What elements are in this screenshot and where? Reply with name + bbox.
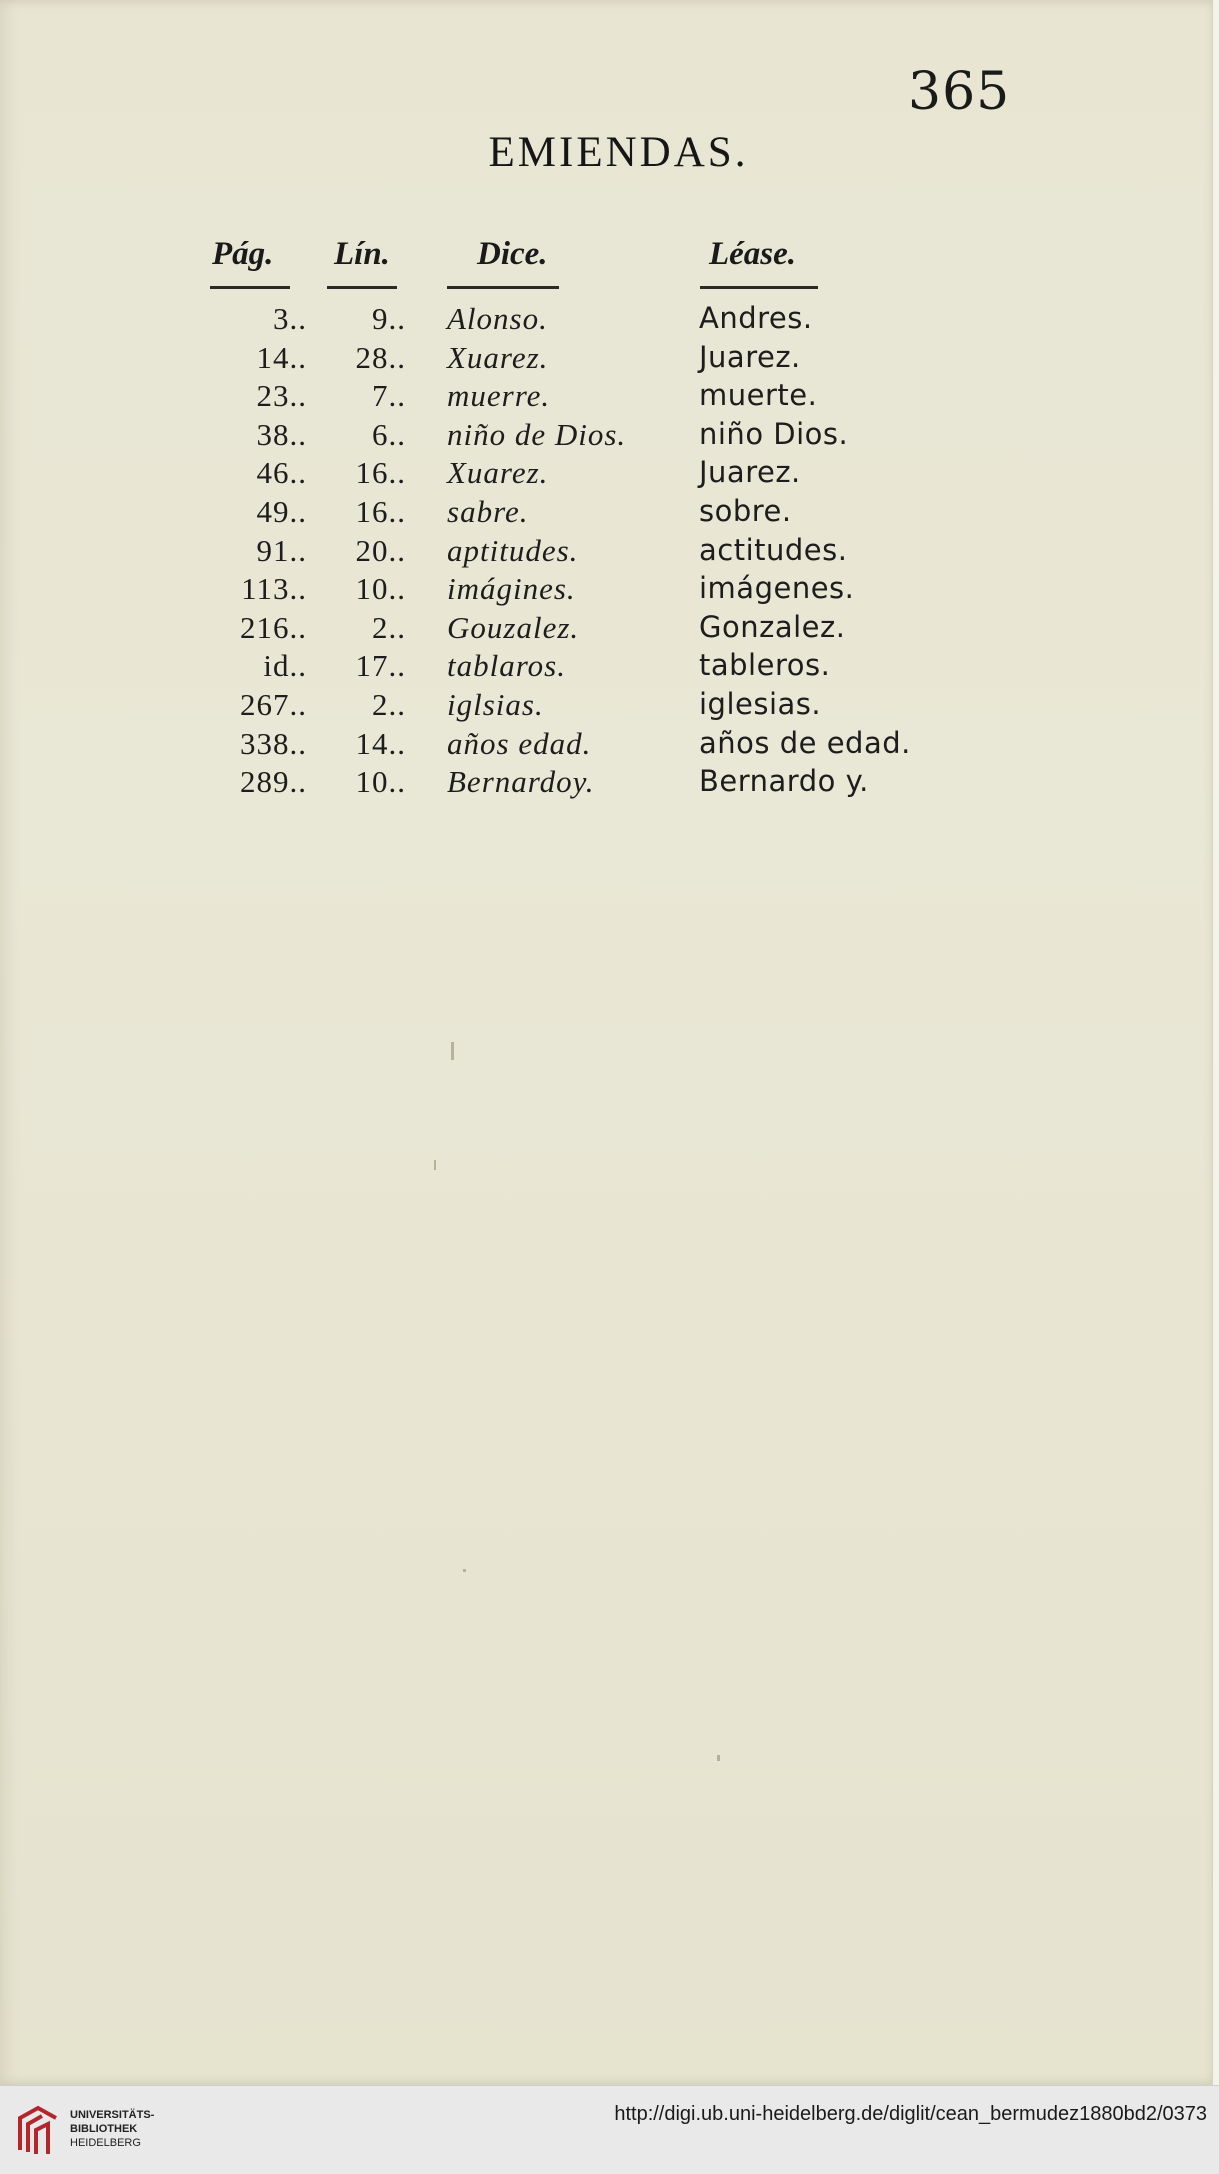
cell-page: 267..: [240, 687, 307, 722]
cell-dice: iglsias.: [447, 687, 544, 722]
cell-lease: iglesias.: [699, 687, 822, 721]
cell-dice: Xuarez.: [447, 455, 549, 491]
cell-page: 91..: [256, 532, 307, 568]
cell-dice: aptitudes.: [447, 532, 579, 568]
cell-lease: imágenes.: [699, 571, 855, 606]
header-dice: Dice.: [477, 236, 548, 272]
cell-dice: sabre.: [447, 494, 529, 529]
cell-lease: sobre.: [699, 494, 792, 528]
cell-lease: años de edad.: [699, 725, 911, 760]
footer-bar: [0, 2085, 1219, 2174]
cell-lease: Juarez.: [699, 455, 801, 490]
source-url-link[interactable]: http://digi.ub.uni-heidelberg.de/diglit/cean_bermudez1880bd2/0373: [614, 2103, 1207, 2125]
cell-page: 14..: [256, 339, 307, 375]
header-rule-lease: [700, 286, 818, 289]
cell-line: 2..: [372, 609, 406, 645]
cell-lease: muerte.: [699, 378, 818, 413]
table-row: [0, 533, 1219, 572]
table-row: [0, 726, 1219, 765]
cell-dice: muerre.: [447, 378, 551, 414]
cell-page: 49..: [256, 494, 307, 529]
cell-lease: tableros.: [699, 648, 831, 683]
cell-dice: años edad.: [447, 725, 592, 761]
cell-page: 289..: [240, 764, 307, 800]
cell-dice: Xuarez.: [447, 339, 549, 375]
cell-lease: Andres.: [699, 301, 813, 335]
cell-line: 16..: [355, 494, 406, 529]
library-name: [70, 2108, 154, 2150]
cell-page: 113..: [241, 571, 307, 607]
table-row: [0, 340, 1219, 379]
page-number: 365: [908, 62, 1011, 122]
library-logo-icon: [14, 2100, 64, 2160]
table-row: [0, 687, 1219, 726]
cell-dice: Bernardoy.: [447, 764, 595, 800]
cell-lease: Juarez.: [699, 339, 801, 374]
table-row: [0, 301, 1219, 340]
cell-page: id..: [263, 648, 307, 684]
cell-line: 2..: [372, 687, 406, 722]
cell-line: 20..: [355, 532, 406, 568]
page-title: EMIENDAS.: [488, 129, 749, 176]
cell-page: 338..: [240, 725, 307, 761]
table-row: [0, 455, 1219, 494]
cell-dice: niño de Dios.: [447, 416, 627, 452]
cell-line: 28..: [355, 339, 406, 375]
cell-lease: actitudes.: [699, 532, 848, 567]
header-pag: Pág.: [212, 236, 274, 272]
cell-line: 7..: [372, 378, 406, 414]
header-lease: Léase.: [709, 236, 797, 272]
paper-speck: [451, 1042, 454, 1060]
paper-speck: [717, 1755, 720, 1761]
cell-dice: imágines.: [447, 571, 576, 607]
library-name-line3: HEIDELBERG: [70, 2137, 141, 2149]
cell-line: 10..: [355, 764, 406, 800]
cell-lease: niño Dios.: [699, 416, 849, 451]
cell-line: 16..: [355, 455, 406, 491]
cell-page: 23..: [256, 378, 307, 414]
library-name-line1: UNIVERSITÄTS-: [70, 2109, 155, 2121]
cell-line: 17..: [355, 648, 406, 684]
cell-page: 216..: [240, 609, 307, 645]
table-row: [0, 378, 1219, 417]
cell-line: 9..: [372, 301, 406, 336]
header-rule-lin: [327, 286, 397, 289]
cell-dice: Alonso.: [447, 301, 548, 336]
header-rule-pag: [210, 286, 290, 289]
cell-lease: Bernardo y.: [699, 764, 869, 799]
cell-dice: tablaros.: [447, 648, 566, 684]
table-row: [0, 571, 1219, 610]
cell-dice: Gouzalez.: [447, 609, 580, 645]
paper-speck: [463, 1569, 466, 1572]
library-name-line2: BIBLIOTHEK: [70, 2123, 138, 2135]
cell-lease: Gonzalez.: [699, 609, 846, 644]
table-row: [0, 417, 1219, 456]
header-lin: Lín.: [334, 236, 390, 272]
cell-page: 3..: [273, 301, 307, 336]
table-row: [0, 494, 1219, 533]
table-row: [0, 648, 1219, 687]
cell-line: 6..: [372, 416, 406, 452]
cell-line: 14..: [355, 725, 406, 761]
paper-speck: [434, 1160, 436, 1170]
table-row: [0, 764, 1219, 803]
header-rule-dice: [447, 286, 559, 289]
table-row: [0, 610, 1219, 649]
cell-page: 38..: [256, 416, 307, 452]
cell-page: 46..: [256, 455, 307, 491]
cell-line: 10..: [355, 571, 406, 607]
